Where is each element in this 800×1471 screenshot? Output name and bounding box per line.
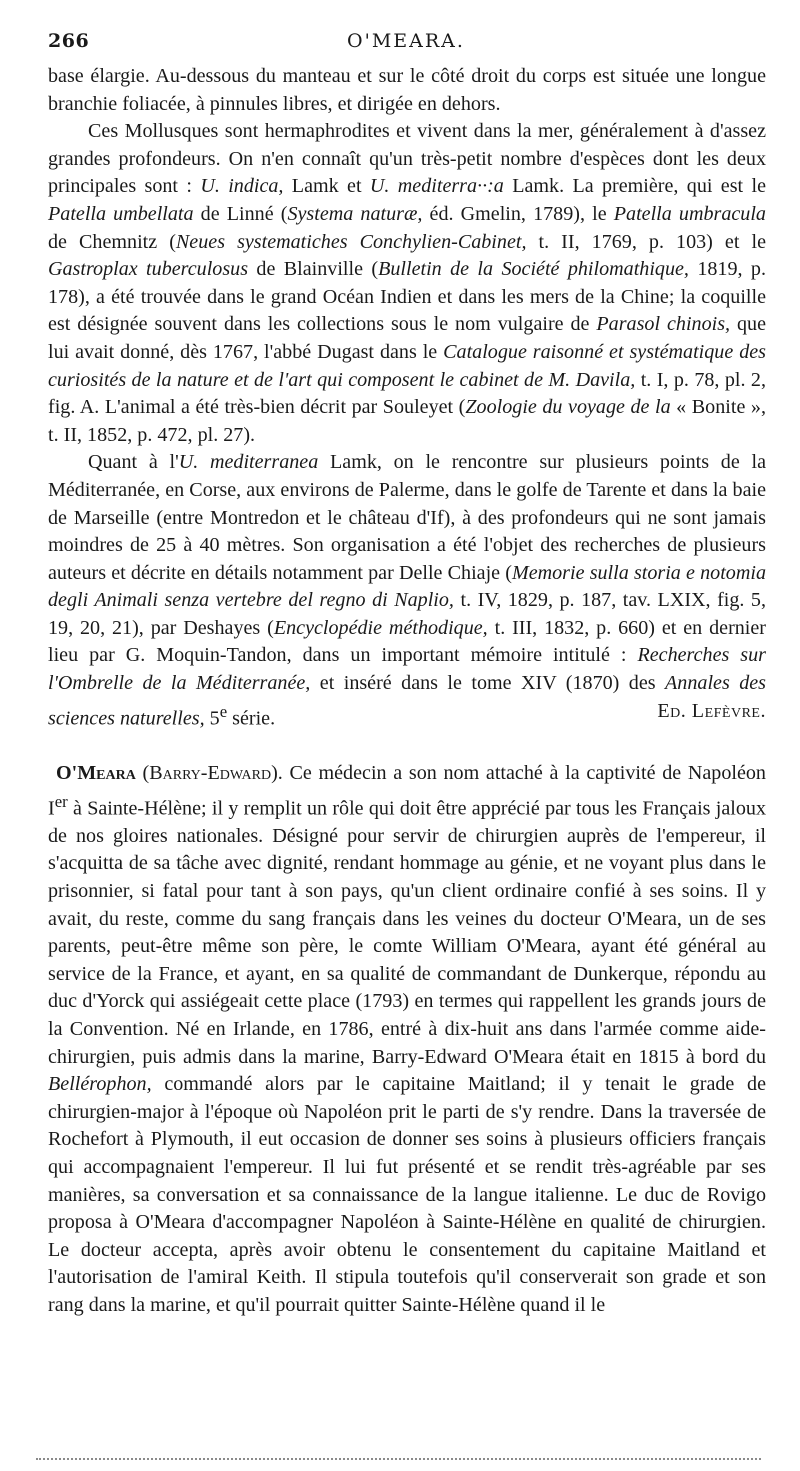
page-header	[48, 30, 764, 58]
entry-omeara: O'Meara (Barry-Edward). Ce médecin a son nom attaché à la captivité de Napoléon Ier à Sainte-Hélène; il y remplit un rôle qui doit être apprécié par tous les Français jaloux de nos gloires nationales. Désigné pour servir de chirurgien auprès de l'empereur, il s'acquitta de sa tâche avec dignité, rendant hommage au génie, et ne voyant plus dans le prisonnier, si fatal pour tant à son pays, qu'un client ordinaire confié à ses soins. Il y avait, du reste, comme du sang français dans les veines du docteur O'Meara, un de ses parents, peut-être même son père, le comte William O'Meara, ayant été général au service de la France, et ayant, en sa qualité de commandant de Dunkerque, répondu au duc d'Yorck qui assiégeait cette place (1793) en termes qui rappellent les grands jours de la Convention. Né en Irlande, en 1786, entré à dix-huit ans dans l'armée comme aide-chirurgien, puis admis dans la marine, Barry-Edward O'Meara était en 1815 à bord du Bellérophon, commandé alors par le capitaine Maitland; il y tenait le grade de chirurgien-major à l'époque où Napoléon prit le parti de s'y rendre. Dans la traversée de Rochefort à Plymouth, il eut occasion de donner ses soins à plusieurs officiers français qui accompagnaient l'empereur. Il lui fut présenté et se rendit très-agréable par ses manières, sa conversation et sa connaissance de la langue italienne. Le duc de Rovigo proposa à O'Meara d'accompagner Napoléon à Sainte-Hélène en qualité de chirurgien. Le docteur accepta, après avoir obtenu le consentement du capitaine Maitland et l'autorisation de l'amiral Keith. Il stipula toutefois qu'il conserverait son grade et son rang dans la marine, et qu'il pourrait quitter Sainte-Hélène quand il le	[48, 761, 766, 1316]
paragraph-branchie: base élargie. Au-dessous du manteau et sur le côté droit du corps est située une longue branchie foliacée, à pinnules libres, et dirigée en dehors.	[48, 65, 766, 115]
page-number: 266	[48, 30, 90, 52]
paragraph-mediterranea: Quant à l'U. mediterranea Lamk, on le rencontre sur plusieurs points de la Méditerranée, en Corse, aux environs de Palerme, dans le golfe de Tarente et dans la baie de Marseille (entre Montredon et le château d'If), à des profondeurs qui ne sont jamais moindres de 25 à 40 mètres. Son organisation a été l'objet des recherches de plusieurs auteurs et décrite en détails notamment par Delle Chiaje (Memorie sulla storia e notomia degli Animali senza vertebre del regno di Naplio, t. IV, 1829, p. 187, tav. LXIX, fig. 5, 19, 20, 21), par Deshayes (Encyclopédie méthodique, t. III, 1832, p. 660) et en dernier lieu par G. Moquin-Tandon, dans un important mémoire intitulé : Recherches sur l'Ombrelle de la Méditerranée, et inséré dans le tome XIV (1870) des Annales des sciences naturelles, 5e série. Ed. Lefèvre.	[48, 451, 767, 730]
body-text	[48, 63, 766, 1320]
footer-dotted-rule	[36, 1458, 761, 1460]
paragraph-mollusques: Ces Mollusques sont hermaphrodites et vivent dans la mer, généralement à d'assez grandes profondeurs. On n'en connaît qu'un très-petit nombre d'espèces dont les deux principales sont : U. indica, Lamk et U. mediterra··:a Lamk. La première, qui est le Patella umbellata de Linné (Systema naturæ, éd. Gmelin, 1789), le Patella umbracula de Chemnitz (Neues systematiches Conchylien-Cabinet, t. II, 1769, p. 103) et le Gastroplax tuberculosus de Blainville (Bulletin de la Société philomathique, 1819, p. 178), a été trouvée dans le grand Océan Indien et dans les mers de la Chine; la coquille est désignée souvent dans les collections sous le nom vulgaire de Parasol chinois, que lui avait donné, dès 1767, l'abbé Dugast dans le Catalogue raisonné et systématique des curiosités de la nature et de l'art qui composent le cabinet de M. Davila, t. I, p. 78, pl. 2, fig. A. L'animal a été très-bien décrit par Souleyet (Zoologie du voyage de la « Bonite », t. II, 1852, p. 472, pl. 27).	[48, 120, 767, 446]
running-head: O'MEARA.	[347, 30, 465, 52]
entry-headword: O'Meara	[56, 761, 136, 784]
author-signature: Ed. Lefèvre.	[657, 699, 766, 722]
entry-given-name: Barry-Edward	[149, 761, 272, 784]
